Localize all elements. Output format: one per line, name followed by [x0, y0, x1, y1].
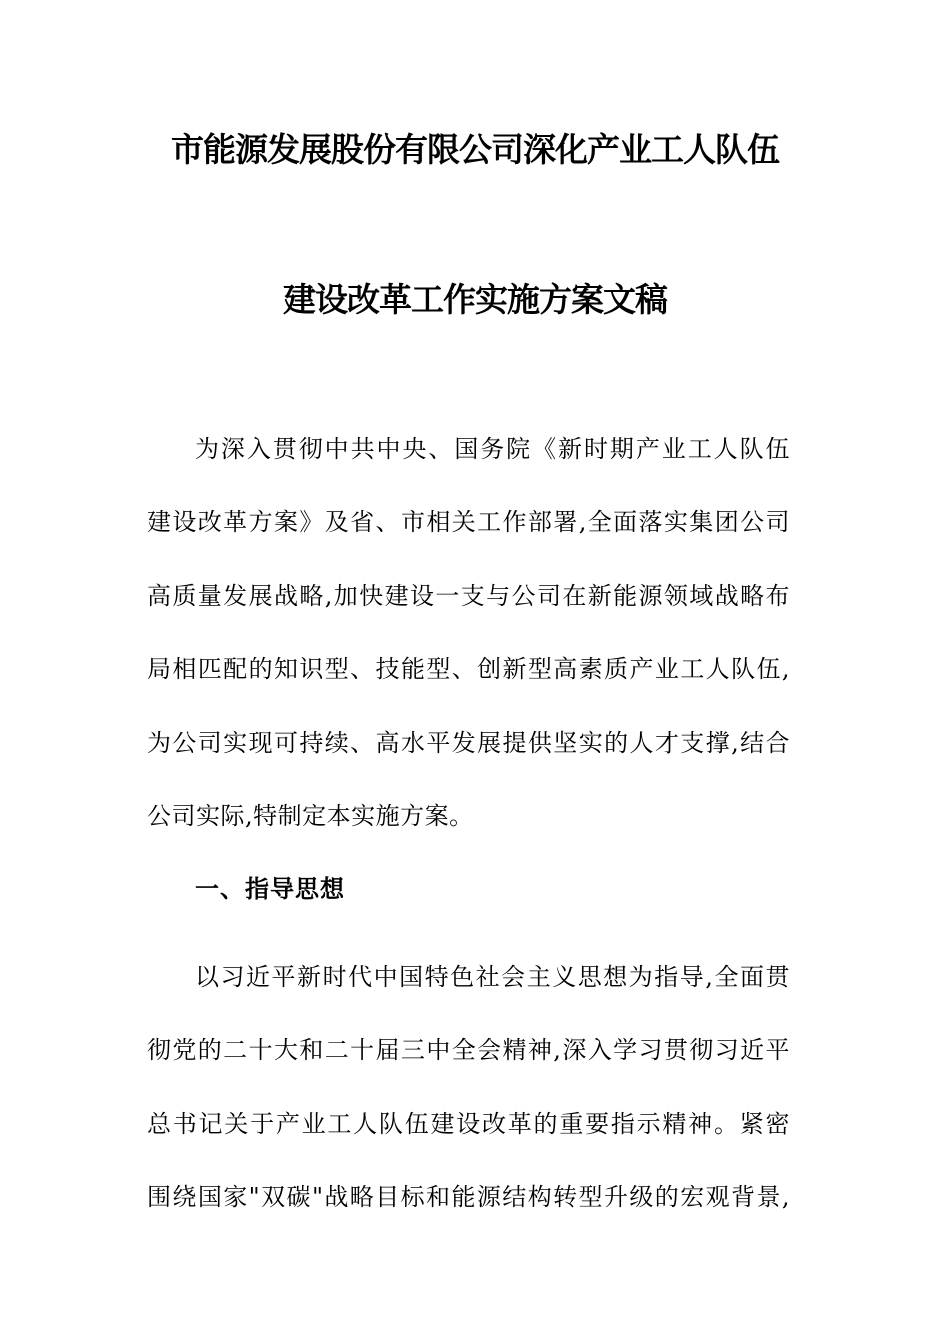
paragraph-line: 总书记关于产业工人队伍建设改革的重要指示精神。紧密: [147, 1110, 790, 1138]
paragraph-line: 局相匹配的知识型、技能型、创新型高素质产业工人队伍,: [147, 655, 790, 683]
document-title-line-2: 建设改革工作实施方案文稿: [283, 280, 667, 319]
paragraph-line: 围绕国家"双碳"战略目标和能源结构转型升级的宏观背景,: [147, 1183, 790, 1211]
paragraph-line: 为深入贯彻中共中央、国务院《新时期产业工人队伍: [195, 435, 790, 463]
paragraph-line: 公司实际,特制定本实施方案。: [147, 802, 474, 830]
paragraph-line: 高质量发展战略,加快建设一支与公司在新能源领域战略布: [147, 582, 790, 610]
paragraph-line: 彻党的二十大和二十届三中全会精神,深入学习贯彻习近平: [147, 1036, 790, 1064]
paragraph-line: 为公司实现可持续、高水平发展提供坚实的人才支撑,结合: [147, 729, 790, 757]
paragraph-line: 建设改革方案》及省、市相关工作部署,全面落实集团公司: [147, 508, 790, 536]
section-heading: 一、指导思想: [195, 874, 345, 903]
document-title-line-1: 市能源发展股份有限公司深化产业工人队伍: [171, 130, 779, 169]
paragraph-line: 以习近平新时代中国特色社会主义思想为指导,全面贯: [195, 963, 790, 991]
